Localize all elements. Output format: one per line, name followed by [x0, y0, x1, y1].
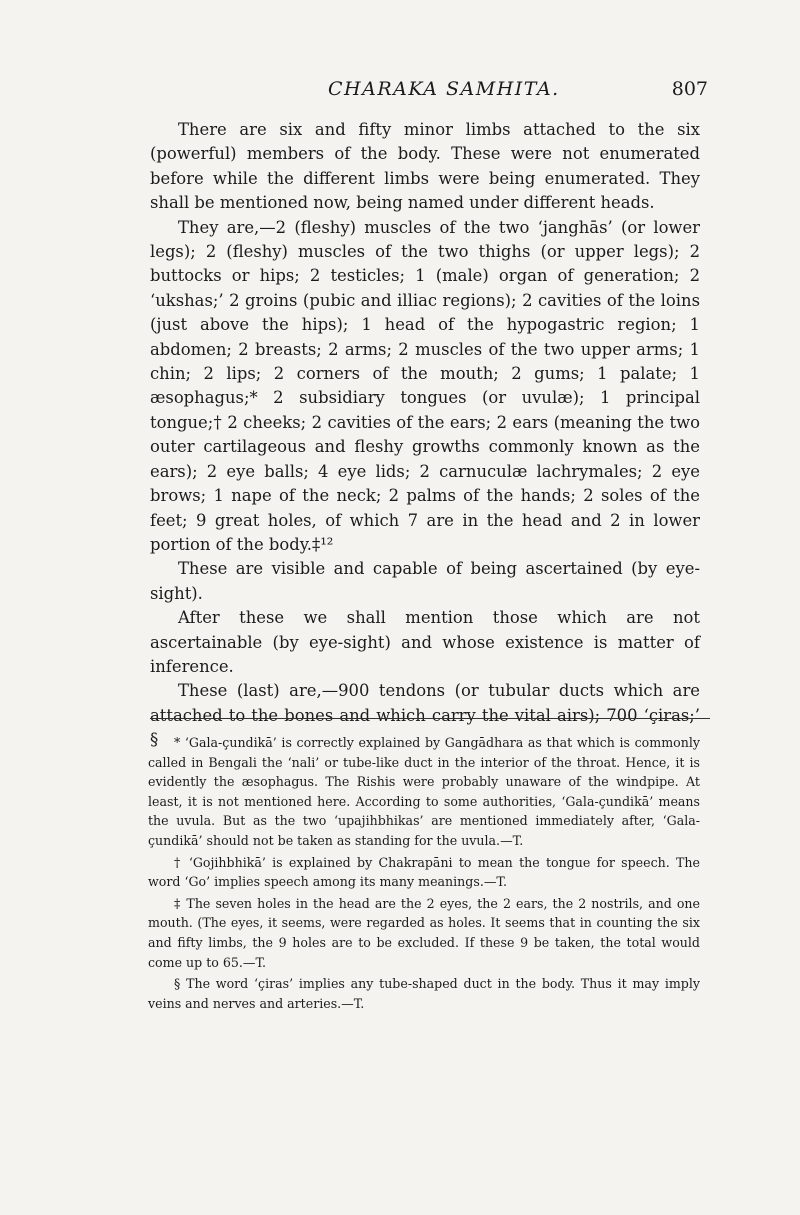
footnote: ‡ The seven holes in the head are the 2 eyes, the 2 ears, the 2 nostrils, and one mouth. (The eyes, it seems, were regarded as holes. It seems that in counting the six and fifty limbs, the 9 holes are to be excluded. If these 9 be taken, the total would come up to 65.—T.: [148, 895, 700, 970]
body-paragraph: After these we shall mention those which are not ascertainable (by eye-sight) and whose existence is matter of inference.: [150, 608, 700, 676]
main-text: [150, 118, 700, 753]
footnote: † ‘Gojihbhikā’ is explained by Chakrapāni to mean the tongue for speech. The word ‘Go’ implies speech among its many meanings.—T.: [148, 854, 700, 890]
footnote-divider: [150, 718, 710, 719]
body-paragraph: They are,—2 (fleshy) muscles of the two ‘janghās’ (or lower legs); 2 (fleshy) muscles of the two thighs (or upper legs); 2 buttocks or hips; 2 testicles; 1 (male) organ of generation; 2 ‘ukshas;’ 2 groins (pubic and illiac regions); 2 cavities of the loins (just above the hips); 1 head of the hypogastric region; 1 abdomen; 2 breasts; 2 arms; 2 muscles of the two upper arms; 1 chin; 2 lips; 2 corners of the mouth; 2 gums; 1 palate; 1 æsophagus;* 2 subsidiary tongues (or uvulæ); 1 principal tongue;† 2 cheeks; 2 cavities of the ears; 2 ears (meaning the two outer cartilageous and fleshy growths commonly known as the ears); 2 eye balls; 4 eye lids; 2 carnuculæ lachrymales; 2 eye brows; 1 nape of the neck; 2 palms of the hands; 2 soles of the feet; 9 great holes, of which 7 are in the head and 2 in lower portion of the body.‡¹²: [150, 217, 700, 554]
body-paragraph: These are visible and capable of being ascertained (by eye-sight).: [150, 559, 700, 603]
page-number: 807: [671, 78, 708, 100]
page-header: [148, 78, 708, 106]
footnote: § The word ‘çiras’ implies any tube-shaped duct in the body. Thus it may imply veins and nerves and arteries.—T.: [148, 976, 700, 1011]
body-paragraph: These (last) are,—900 tendons (or tubular ducts which are attached to the bones and which carry the vital airs); 700 ‘çiras;’ §: [150, 681, 700, 750]
running-title: CHARAKA SAMHITA.: [328, 78, 560, 100]
body-paragraph: There are six and fifty minor limbs attached to the six (powerful) members of the body. These were not enumerated before while the different limbs were being enumerated. They shall be mentioned now, being named under different heads.: [150, 120, 700, 213]
footnote: * ‘Gala-çundikā’ is correctly explained by Gangādhara as that which is commonly called in Bengali the ‘nali’ or tube-like duct in the interior of the throat. Hence, it is evidently the æsophagus. The Rishis were probably unaware of the windpipe. At least, it is not mentioned here. According to some authorities, ‘Gala-çundikā’ means the uvula. But as the two ‘upajihbhikas’ are mentioned immediately after, ‘Gala-çundikā’ should not be taken as standing for the uvula.—T.: [148, 735, 700, 848]
footnotes: [148, 733, 700, 1015]
